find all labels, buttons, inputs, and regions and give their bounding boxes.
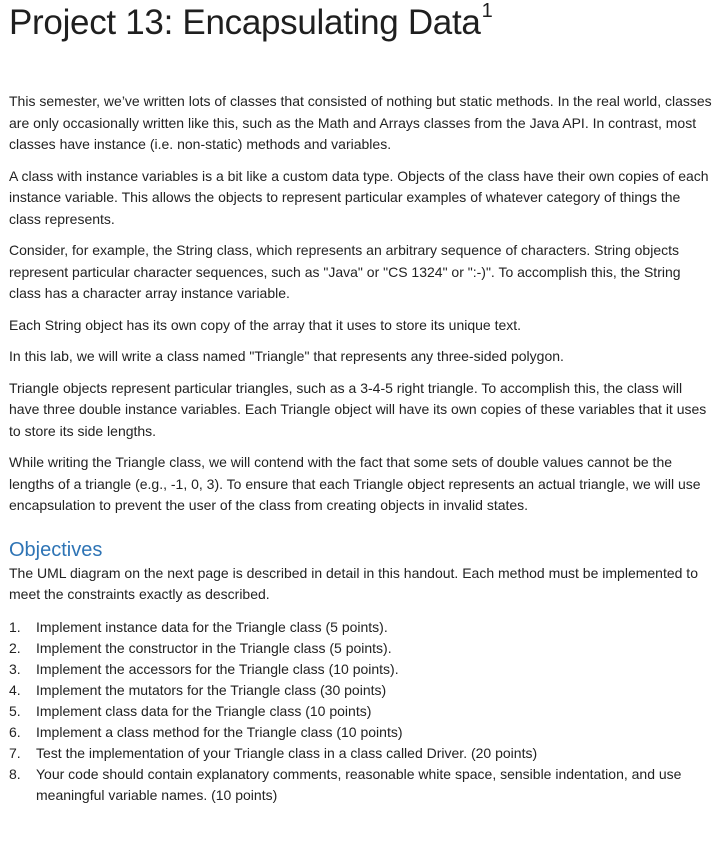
objective-item — [9, 701, 712, 722]
objective-item — [9, 617, 712, 638]
paragraph-string-example: Consider, for example, the String class, which represents an arbitrary sequence of characters. String objects represent particular character sequences, such as "Java" or "CS 1324" or ":-)". To accomplish this, the String class has a character array instance variable. — [9, 242, 681, 301]
objective-item — [9, 743, 712, 764]
objective-text: Implement instance data for the Triangle class (5 points). — [36, 618, 388, 635]
objective-item — [9, 659, 712, 680]
objective-number: 2. — [9, 639, 21, 656]
paragraph-string-array: Each String object has its own copy of the array that it uses to store its unique text. — [9, 316, 522, 333]
objective-text: Implement the constructor in the Triangle class (5 points). — [36, 639, 392, 656]
objective-number: 5. — [9, 702, 21, 719]
paragraph-triangle-lab: In this lab, we will write a class named "Triangle" that represents any three-sided polygon. — [9, 348, 564, 364]
paragraph-encapsulation: While writing the Triangle class, we will contend with the fact that some sets of double values cannot be the lengths of a triangle (e.g., -1, 0, 3). To ensure that each Triangle object represents an actual triangle, we will use encapsulation to prevent the user of the class from creating objects in invalid states. — [9, 454, 701, 513]
objective-item — [9, 638, 712, 659]
objectives-intro: The UML diagram on the next page is described in detail in this handout. Each method must be implemented to meet the constraints exactly as described. — [9, 564, 698, 602]
objective-text: Your code should contain explanatory comments, reasonable white space, sensible indentation, and use meaningful variable names. (10 points) — [36, 765, 682, 803]
objective-number: 3. — [9, 660, 21, 677]
page-title-text: Project 13: Encapsulating Data — [9, 3, 481, 42]
objective-text: Implement class data for the Triangle class (10 points) — [36, 702, 372, 719]
objective-number: 8. — [9, 765, 21, 782]
paragraph-intro: This semester, we’ve written lots of classes that consisted of nothing but static methods. In the real world, classes are only occasionally written like this, such as the Math and Arrays classes from the Java API. In contrast, most classes have instance (i.e. non-static) methods and variables. — [9, 93, 712, 152]
objective-text: Test the implementation of your Triangle class in a class called Driver. (20 points) — [36, 744, 538, 761]
page-title — [9, 0, 492, 46]
objectives-heading: Objectives — [9, 538, 103, 561]
title-footnote-marker: 1 — [481, 0, 493, 23]
objective-text: Implement the mutators for the Triangle class (30 points) — [36, 681, 387, 698]
objective-item — [9, 764, 712, 806]
objective-number: 6. — [9, 723, 21, 740]
objective-item — [9, 680, 712, 701]
objectives-list — [9, 617, 712, 806]
objective-text: Implement a class method for the Triangle class (10 points) — [36, 723, 403, 740]
objective-text: Implement the accessors for the Triangle class (10 points). — [36, 660, 399, 677]
objective-number: 1. — [9, 618, 21, 635]
paragraph-instance-variables: A class with instance variables is a bit like a custom data type. Objects of the class have their own copies of each instance variable. This allows the objects to represent particular examples of whatever category of things the class represents. — [9, 167, 709, 227]
document-body — [9, 91, 712, 806]
objective-number: 4. — [9, 681, 21, 698]
paragraph-triangle-objects: Triangle objects represent particular triangles, such as a 3-4-5 right triangle. To accomplish this, the class will have three double instance variables. Each Triangle object will have its own copies of these variables that it uses to store its side lengths. — [9, 379, 707, 439]
objective-number: 7. — [9, 744, 21, 761]
objective-item — [9, 722, 712, 743]
